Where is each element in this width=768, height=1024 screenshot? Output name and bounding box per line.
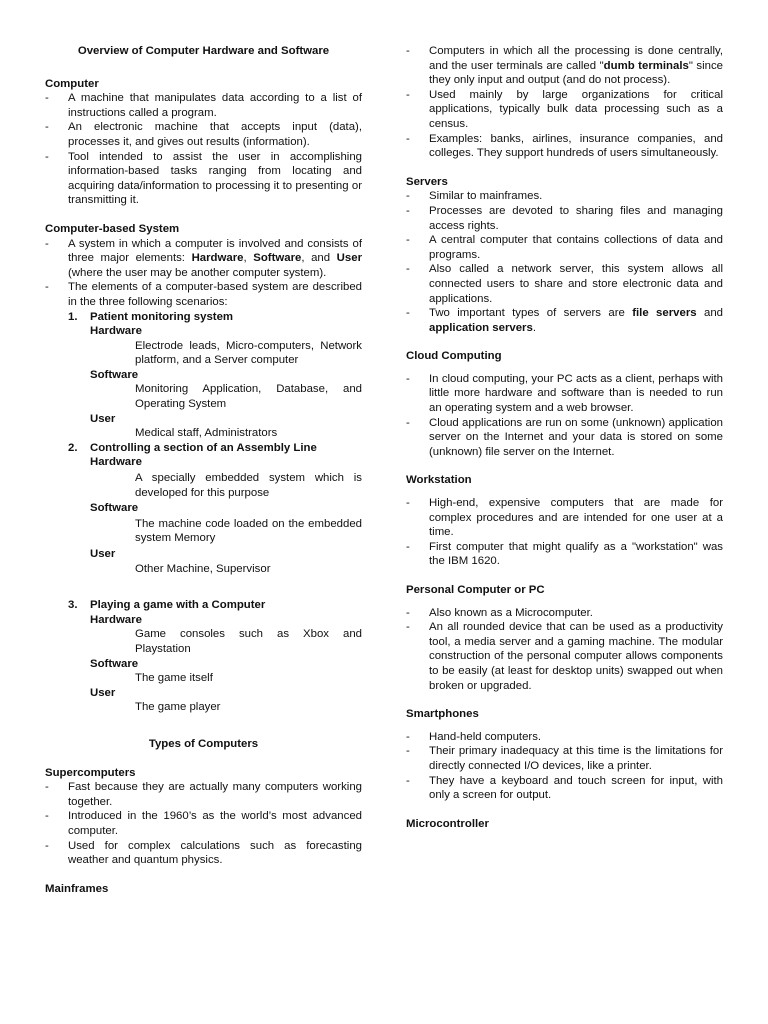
software-label: Software — [90, 502, 139, 515]
heading-supercomputers: Supercomputers — [45, 766, 136, 779]
scenario-number: 1. — [68, 310, 78, 323]
list-item: - In cloud computing, your PC acts as a client, perhaps with little more hardware and software than is needed to run an operating system and a web browser. — [406, 372, 723, 416]
bold-dumb-terminals: dumb terminals — [603, 59, 689, 72]
scenario-heading — [68, 310, 362, 325]
list-item — [45, 237, 362, 281]
list-item: - Hand-held computers. — [406, 730, 723, 745]
heading-mainframes: Mainframes — [45, 882, 109, 895]
smartphones-list — [406, 730, 723, 803]
list-item: - An electronic machine that accepts input (data), processes it, and gives out results (information). — [45, 120, 362, 149]
right-column — [406, 44, 723, 831]
list-item: - Also known as a Microcomputer. — [406, 606, 723, 621]
servers-list — [406, 189, 723, 335]
text-run: Computers in which all the processing is done centrally, and the user terminals are called " — [429, 45, 723, 72]
list-item: - Processes are devoted to sharing files and managing access rights. — [406, 204, 723, 233]
section-title-types: Types of Computers — [148, 737, 259, 750]
list-item: - Cloud applications are run on some (unknown) application server on the Internet and your data is stored on some (unknown) file server on the Internet. — [406, 416, 723, 460]
heading-smartphones: Smartphones — [406, 708, 479, 721]
heading-microcontroller: Microcontroller — [406, 817, 489, 830]
scenario-item — [68, 310, 362, 441]
list-item: - Used mainly by large organizations for critical applications, typically bulk data processing such as a census. — [406, 88, 723, 132]
scenario-item — [68, 598, 362, 715]
list-item: - An all rounded device that can be used as a productivity tool, a media server and a gaming machine. The modular construction of the personal computer allows components to be easily (at least for desktop units) swapped out when broken or upgraded. — [406, 620, 723, 693]
list-item — [406, 306, 723, 335]
bold-software: Software — [253, 252, 302, 265]
list-item: - Introduced in the 1960’s as the world’s most advanced computer. — [45, 809, 362, 838]
heading-workstation: Workstation — [406, 474, 472, 487]
bold-application-servers: application servers — [429, 321, 533, 334]
text-run: " since they only input and output (and do not process). — [429, 59, 724, 87]
list-item: - Their primary inadequacy at this time is the limitations for directly connected I/O devices, like a printer. — [406, 744, 723, 773]
scenario-number: 3. — [68, 599, 78, 612]
hardware-label: Hardware — [90, 613, 142, 626]
mainframes-list — [406, 44, 723, 161]
heading-computer: Computer — [45, 77, 99, 90]
hardware-text: Game consoles such as Xbox and Playstation — [135, 628, 362, 655]
list-item: - A central computer that contains collections of data and programs. — [406, 233, 723, 262]
list-item: - Tool intended to assist the user in accomplishing information-based tasks ranging from locating and acquiring data/information to processing it to presenting or transmitting it. — [45, 150, 362, 208]
software-label: Software — [90, 657, 139, 670]
heading-servers: Servers — [406, 175, 448, 188]
scenario-number: 2. — [68, 441, 78, 454]
software-text: The game itself — [135, 672, 213, 685]
list-item: - First computer that might qualify as a "workstation" was the IBM 1620. — [406, 540, 723, 569]
heading-personal-computer: Personal Computer or PC — [406, 584, 545, 596]
scenario-item — [68, 441, 362, 576]
text-run: and — [696, 307, 723, 320]
user-label: User — [90, 686, 116, 699]
scenario-title: Patient monitoring system — [90, 310, 234, 323]
list-item: - Also called a network server, this system allows all connected users to share and store electronic data and applications. — [406, 262, 723, 306]
list-item — [406, 44, 723, 88]
hardware-text: A specially embedded system which is developed for this purpose — [135, 472, 362, 499]
list-item: - Fast because they are actually many computers working together. — [45, 780, 362, 809]
software-text: The machine code loaded on the embedded system Memory — [135, 517, 362, 545]
list-item: - They have a keyboard and touch screen for input, with only a screen for output. — [406, 774, 723, 803]
list-item: - A machine that manipulates data according to a list of instructions called a program. — [45, 91, 362, 120]
list-item: - Examples: banks, airlines, insurance companies, and colleges. They support hundreds of users simultaneously. — [406, 132, 723, 161]
user-text: Other Machine, Supervisor — [135, 562, 271, 575]
scenario-list — [45, 310, 362, 715]
bold-hardware: Hardware — [191, 252, 244, 265]
text-run: (where the user may be another computer system). — [68, 266, 327, 279]
supercomputers-list — [45, 780, 362, 868]
workstation-list — [406, 496, 723, 569]
document-title: Overview of Computer Hardware and Software — [77, 45, 330, 57]
scenario-heading — [68, 441, 362, 456]
user-text: The game player — [135, 701, 221, 714]
scenario-heading — [68, 598, 362, 613]
cbs-list — [45, 237, 362, 310]
hardware-label: Hardware — [90, 325, 142, 338]
scenario-title: Controlling a section of an Assembly Line — [90, 441, 317, 454]
text-run: Two important types of servers are — [429, 307, 633, 320]
heading-computer-based-system: Computer-based System — [45, 222, 180, 235]
text-run: A system in which a computer is involved and consists of three major elements: — [68, 237, 362, 265]
software-label: Software — [90, 368, 139, 381]
heading-cloud-computing: Cloud Computing — [406, 350, 502, 363]
list-item: - Similar to mainframes. — [406, 189, 723, 204]
software-text: Monitoring Application, Database, and Operating System — [135, 383, 362, 411]
user-label: User — [90, 548, 116, 560]
list-item: - Used for complex calculations such as forecasting weather and quantum physics. — [45, 839, 362, 868]
bold-user: User — [336, 252, 363, 265]
cloud-list — [406, 372, 723, 460]
hardware-label: Hardware — [90, 456, 142, 469]
list-item: - High-end, expensive computers that are made for complex procedures and are intended for one user at a time. — [406, 496, 723, 540]
pc-list — [406, 606, 723, 694]
user-text: Medical staff, Administrators — [135, 427, 278, 440]
text-run: . — [532, 321, 537, 334]
hardware-text: Electrode leads, Micro-computers, Network platform, and a Server computer — [135, 339, 362, 367]
computer-list — [45, 91, 362, 208]
bold-file-servers: file servers — [632, 307, 697, 320]
text-run: , — [243, 252, 254, 265]
list-item: - The elements of a computer-based system are described in the three following scenarios: — [45, 280, 362, 309]
text-run: , and — [301, 252, 337, 265]
user-label: User — [90, 412, 116, 425]
left-column — [45, 44, 362, 896]
scenario-title: Playing a game with a Computer — [90, 599, 266, 612]
